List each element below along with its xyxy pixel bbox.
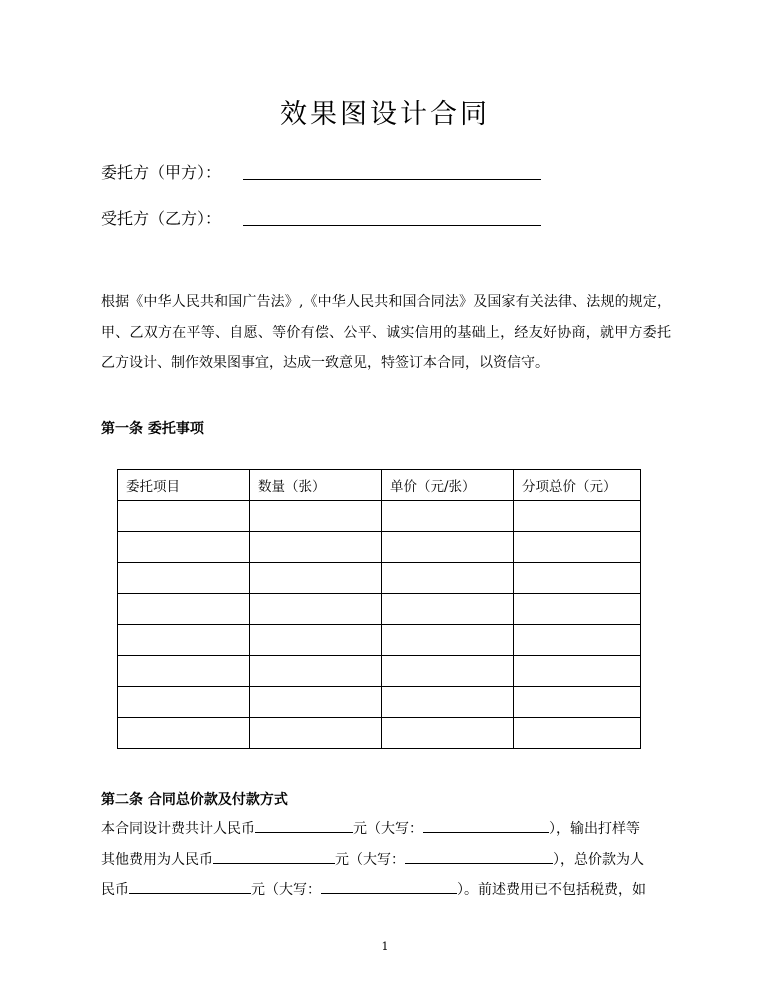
party-b-label: 受托方（乙方）： <box>101 209 222 228</box>
amount-blank <box>129 877 251 894</box>
table-cell <box>382 656 514 687</box>
text-segment: 元（大写： <box>353 821 423 837</box>
table-cell <box>382 625 514 656</box>
party-a-label: 委托方（甲方）： <box>101 163 222 182</box>
table-cell <box>250 594 382 625</box>
text-segment: 民币 <box>101 882 129 898</box>
table-header-cell: 数量（张） <box>250 470 382 501</box>
table-cell <box>382 718 514 749</box>
table-header-cell: 委托项目 <box>118 470 250 501</box>
table-cell <box>250 563 382 594</box>
party-a-line <box>101 161 221 185</box>
article-2-line-3 <box>101 875 671 906</box>
amount-words-blank <box>405 847 553 864</box>
table-cell <box>514 625 641 656</box>
table-row <box>118 687 641 718</box>
amount-blank <box>255 816 353 833</box>
table-cell <box>118 656 250 687</box>
table-cell <box>250 718 382 749</box>
article-1-title: 第一条 委托事项 <box>101 421 204 437</box>
table-cell <box>250 625 382 656</box>
table-cell <box>382 532 514 563</box>
table-cell <box>250 532 382 563</box>
text-segment: 元（大写： <box>251 882 321 898</box>
table-cell <box>118 687 250 718</box>
table-cell <box>514 594 641 625</box>
table-cell <box>382 687 514 718</box>
table-row <box>118 563 641 594</box>
document-title: 效果图设计合同 <box>280 99 490 130</box>
table-row <box>118 501 641 532</box>
amount-words-blank <box>423 816 549 833</box>
text-segment: ）。前述费用已不包括税费，如 <box>457 882 646 898</box>
amount-words-blank <box>321 877 457 894</box>
table-cell <box>250 656 382 687</box>
table-row <box>118 594 641 625</box>
article-2-title: 第二条 合同总价款及付款方式 <box>101 792 288 808</box>
table-cell <box>118 625 250 656</box>
table-cell <box>382 594 514 625</box>
table-cell <box>514 532 641 563</box>
table-cell <box>250 687 382 718</box>
table-cell <box>514 687 641 718</box>
table-row <box>118 718 641 749</box>
article-2-line-1 <box>101 814 671 845</box>
table-cell <box>514 501 641 532</box>
table-cell <box>118 563 250 594</box>
table-cell <box>118 594 250 625</box>
table-header-cell: 分项总价（元） <box>514 470 641 501</box>
text-segment: ），输出打样等 <box>549 821 640 837</box>
text-segment: 元（大写： <box>335 851 405 868</box>
table-row <box>118 656 641 687</box>
table-row <box>118 532 641 563</box>
article-2-paragraph <box>101 814 671 906</box>
article-2-line-2 <box>101 845 671 876</box>
page-number: 1 <box>381 940 389 953</box>
text-segment: 其他费用为人民币 <box>101 851 213 868</box>
text-segment: ），总价款为人 <box>553 851 644 868</box>
intro-paragraph: 根据《中华人民共和国广告法》,《中华人民共和国合同法》及国家有关法律、法规的规定，甲、乙双方在平等、自愿、等价有偿、公平、诚实信用的基础上，经友好协商，就甲方委托乙方设计、制作效果图事宜，达成一致意见，特签订本合同，以资信守。 <box>101 294 671 371</box>
table-cell <box>118 718 250 749</box>
table-header-cell: 单价（元/张） <box>382 470 514 501</box>
table-cell <box>514 718 641 749</box>
table-cell <box>118 501 250 532</box>
table-cell <box>382 563 514 594</box>
table-row <box>118 625 641 656</box>
table-header-row <box>118 470 641 501</box>
text-segment: 本合同设计费共计人民币 <box>101 821 255 837</box>
table-cell <box>382 501 514 532</box>
table-cell <box>250 501 382 532</box>
party-b-line <box>101 207 221 231</box>
party-a-blank <box>243 161 541 180</box>
commission-table <box>117 469 641 749</box>
table-cell <box>514 656 641 687</box>
party-b-blank <box>243 207 541 226</box>
table-cell <box>514 563 641 594</box>
amount-blank <box>213 847 335 864</box>
table-cell <box>118 532 250 563</box>
